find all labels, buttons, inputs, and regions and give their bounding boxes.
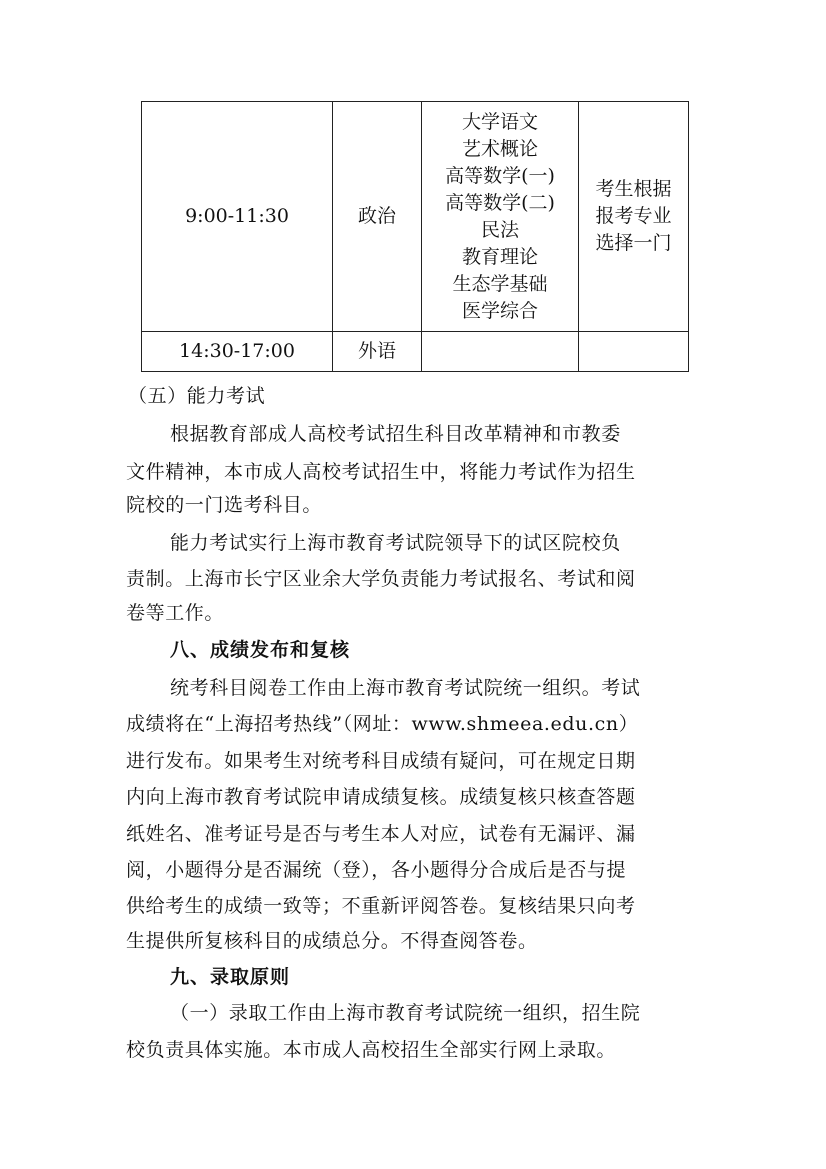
optional-subject: 高等数学(二) bbox=[445, 191, 555, 214]
paragraph-line: 生提供所复核科目的成绩总分。不得查阅答卷。 bbox=[126, 930, 538, 952]
optional-subject: 医学综合 bbox=[461, 299, 538, 322]
note-line: 考生根据 bbox=[595, 178, 672, 200]
paragraph-line: 成绩将在“上海招考热线”（网址：www.shmeea.edu.cn） bbox=[126, 713, 639, 735]
paragraph-line: 内向上海市教育考试院申请成绩复核。成绩复核只核查答题 bbox=[126, 786, 636, 808]
paragraph-line: 纸姓名、准考证号是否与考生本人对应，试卷有无漏评、漏 bbox=[126, 823, 636, 845]
subject-cell: 政治 bbox=[333, 102, 422, 332]
paragraph-line: 进行发布。如果考生对统考科目成绩有疑问，可在规定日期 bbox=[126, 750, 636, 772]
paragraph-line: 校负责具体实施。本市成人高校招生全部实行网上录取。 bbox=[126, 1039, 617, 1061]
section-heading: 八、成绩发布和复核 bbox=[170, 639, 351, 661]
note-line: 报考专业 bbox=[595, 205, 672, 227]
paragraph-line: 责制。上海市长宁区业余大学负责能力考试报名、考试和阅 bbox=[126, 568, 636, 590]
optional-subject: 民法 bbox=[480, 218, 519, 241]
optional-subjects-cell bbox=[422, 102, 579, 332]
note-line: 选择一门 bbox=[595, 232, 672, 254]
empty-cell bbox=[422, 332, 579, 372]
empty-cell bbox=[579, 332, 689, 372]
time-cell: 14:30-17:00 bbox=[142, 332, 333, 372]
optional-subject: 艺术概论 bbox=[461, 137, 538, 160]
paragraph-line: 根据教育部成人高校考试招生科目改革精神和市教委 bbox=[170, 423, 621, 445]
table-row bbox=[142, 332, 689, 372]
optional-subject: 高等数学(一) bbox=[445, 164, 555, 187]
paragraph-line: 卷等工作。 bbox=[126, 602, 225, 624]
subject-cell: 外语 bbox=[333, 332, 422, 372]
paragraph-line: （一）录取工作由上海市教育考试院统一组织，招生院 bbox=[170, 1002, 641, 1024]
note-cell bbox=[579, 102, 689, 332]
paragraph-line: 文件精神，本市成人高校考试招生中，将能力考试作为招生 bbox=[126, 461, 636, 483]
optional-subject: 生态学基础 bbox=[452, 272, 548, 295]
time-cell: 9:00-11:30 bbox=[142, 102, 333, 332]
table-row bbox=[142, 102, 689, 332]
paragraph-line: 供给考生的成绩一致等；不重新评阅答卷。复核结果只向考 bbox=[126, 895, 636, 917]
exam-schedule-table bbox=[141, 101, 689, 372]
paragraph-line: 院校的一门选考科目。 bbox=[126, 494, 323, 516]
paragraph-line: 能力考试实行上海市教育考试院领导下的试区院校负 bbox=[170, 532, 621, 554]
paragraph-line: 阅，小题得分是否漏统（登），各小题得分合成后是否与提 bbox=[126, 859, 627, 881]
optional-subject: 大学语文 bbox=[461, 110, 538, 133]
section-heading: 九、录取原则 bbox=[170, 966, 291, 988]
paragraph-line: 统考科目阅卷工作由上海市教育考试院统一组织。考试 bbox=[170, 677, 641, 699]
section-subheading: （五）能力考试 bbox=[128, 385, 266, 407]
optional-subject: 教育理论 bbox=[461, 245, 538, 268]
